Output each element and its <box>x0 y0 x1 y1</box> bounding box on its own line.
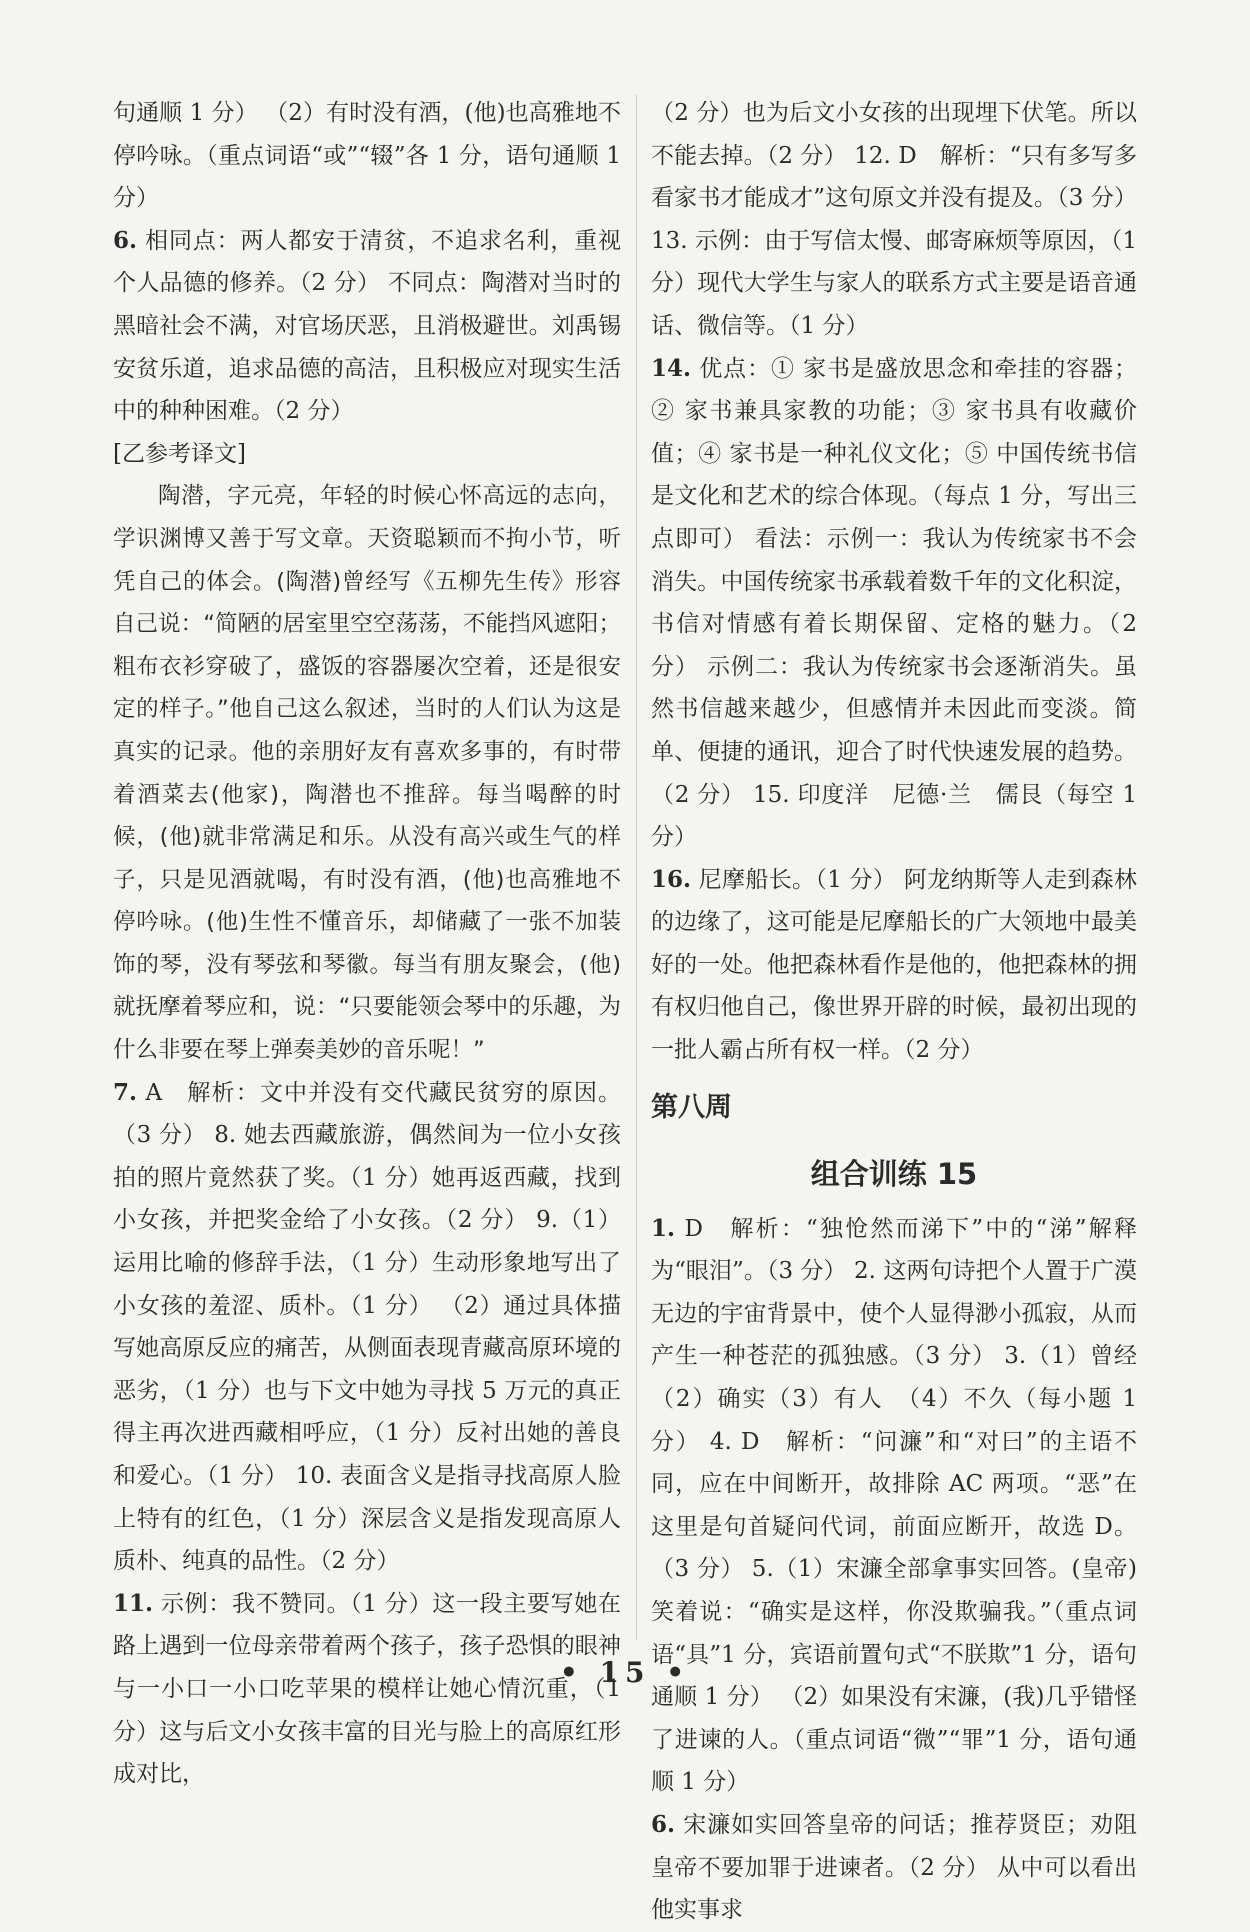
question-number: 6. <box>113 226 138 254</box>
translation-text: 陶潜，字元亮，年轻的时候心怀高远的志向，学识渊博又善于写文章。天资聪颖而不拘小节，听凭自己的体会。(陶潜)曾经写《五柳先生传》形容自己说：“简陋的居室里空空荡荡，不能挡风遮阳；粗布衣衫穿破了，盛饭的容器屡次空着，还是很安定的样子。”他自己这么叙述，当时的人们认为这是真实的记录。他的亲朋好友有喜欢多事的，有时带着酒菜去(他家)，陶潜也不推辞。每当喝醉的时候，(他)就非常满足和乐。从没有高兴或生气的样子，只是见酒就喝，有时没有酒，(他)也高雅地不停吟咏。(他)生性不懂音乐，却储藏了一张不加装饰的琴，没有琴弦和琴徽。每当有朋友聚会，(他)就抚摩着琴应和，说：“只要能领会琴中的乐趣，为什么非要在琴上弹奏美妙的音乐呢！” <box>113 483 621 1064</box>
week-title: 第八周 <box>651 1091 732 1123</box>
answer-para: 1. D 解析：“独怆然而涕下”中的“涕”解释为“眼泪”。（3 分） 2. 这两句诗把个人置于广漠无边的宇宙背景中，使个人显得渺小孤寂，从而产生一种苍茫的孤独感。（3 分） 3.（1）曾经 （2）确实（3）有人 （4）不久（每小题 1 分） 4. D 解析：“问濂”和“对曰”的主语不同，应在中间断开，故排除 AC 两项。“恶”在这里是句首疑问代词，前面应断开，故选 D。（3 分） 5.（1）宋濂全部拿事实回答。(皇帝)笑着说：“确实是这样，你没欺骗我。”（重点词语“具”1 分，宾语前置句式“不朕欺”1 分，语句通顺 1 分） （2）如果没有宋濂，(我)几乎错怪了进谏的人。（重点词语“微”“罪”1 分，语句通顺 1 分） <box>651 1214 1160 1796</box>
question-number: 16. <box>651 865 692 893</box>
answer-para: 6. 宋濂如实回答皇帝的问话；推荐贤臣；劝阻皇帝不要加罪于进谏者。（2 分） 从中可以看出他实事求 <box>651 1810 1137 1924</box>
question-number: 14. <box>651 354 692 382</box>
answer-para: 16. 尼摩船长。（1 分） 阿龙纳斯等人走到森林的边缘了，这可能是尼摩船长的广大领地中最美好的一处。他把森林看作是他的，他把森林的拥有权归他自己，像世界开辟的时候，最初出现的一批人霸占所有权一样。（2 分） <box>651 865 1137 1064</box>
question-number: 6. <box>651 1810 676 1838</box>
answer-para: 6. 相同点：两人都安于清贫，不追求名利，重视个人品德的修养。（2 分） 不同点：陶潜对当时的黑暗社会不满，对官场厌恶，且消极避世。刘禹锡安贫乐道，追求品德的高洁，且积极应对现实生活中的种种困难。（2 分） <box>113 226 621 425</box>
page-number: • 15 • <box>559 1656 691 1689</box>
left-column <box>113 92 621 1796</box>
question-number: 7. <box>113 1078 138 1106</box>
section-title: 组合训练 15 <box>810 1156 978 1191</box>
column-divider <box>636 95 637 1640</box>
question-number: 11. <box>113 1589 154 1617</box>
question-number: 1. <box>651 1214 676 1242</box>
translation-heading: [乙参考译文] <box>113 440 246 467</box>
answer-para: 14. 优点：① 家书是盛放思念和牵挂的容器；② 家书兼具家教的功能；③ 家书具有收藏价值；④ 家书是一种礼仪文化；⑤ 中国传统书信是文化和艺术的综合体现。（每点 1 分，写出三点即可） 看法：示例一：我认为传统家书不会消失。中国传统家书承载着数千年的文化积淀，书信对情感有着长期保留、定格的魅力。（2 分） 示例二：我认为传统家书会逐渐消失。虽然书信越来越少，但感情并未因此而变淡。简单、便捷的通讯，迎合了时代快速发展的趋势。（2 分） 15. 印度洋 尼德·兰 儒艮（每空 1 分） <box>651 354 1137 851</box>
answer-para: 句通顺 1 分） （2）有时没有酒，(他)也高雅地不停吟咏。（重点词语“或”“辍”各 1 分，语句通顺 1 分） <box>113 100 621 212</box>
answer-para: 11. 示例：我不赞同。（1 分）这一段主要写她在路上遇到一位母亲带着两个孩子，孩子恐惧的眼神与一小口一小口吃苹果的模样让她心情沉重，（1 分）这与后文小女孩丰富的目光与脸上的高原红形成对比， <box>113 1589 621 1788</box>
answer-para: 7. A 解析：文中并没有交代藏民贫穷的原因。（3 分） 8. 她去西藏旅游，偶然间为一位小女孩拍的照片竟然获了奖。（1 分）她再返西藏，找到小女孩，并把奖金给了小女孩。（2 分） 9.（1）运用比喻的修辞手法，（1 分）生动形象地写出了小女孩的羞涩、质朴。（1 分） （2）通过具体描写她高原反应的痛苦，从侧面表现青藏高原环境的恶劣，（1 分）也与下文中她为寻找 5 万元的真正得主再次进西藏相呼应，（1 分）反衬出她的善良和爱心。（1 分） 10. 表面含义是指寻找高原人脸上特有的红色，（1 分）深层含义是指发现高原人质朴、纯真的品性。（2 分） <box>113 1078 621 1575</box>
answer-para: （2 分）也为后文小女孩的出现埋下伏笔。所以不能去掉。（2 分） 12. D 解析：“只有多写多看家书才能成才”这句原文并没有提及。（3 分） 13. 示例：由于写信太慢、邮寄麻烦等原因，（1 分）现代大学生与家人的联系方式主要是语音通话、微信等。（1 分） <box>651 100 1137 339</box>
